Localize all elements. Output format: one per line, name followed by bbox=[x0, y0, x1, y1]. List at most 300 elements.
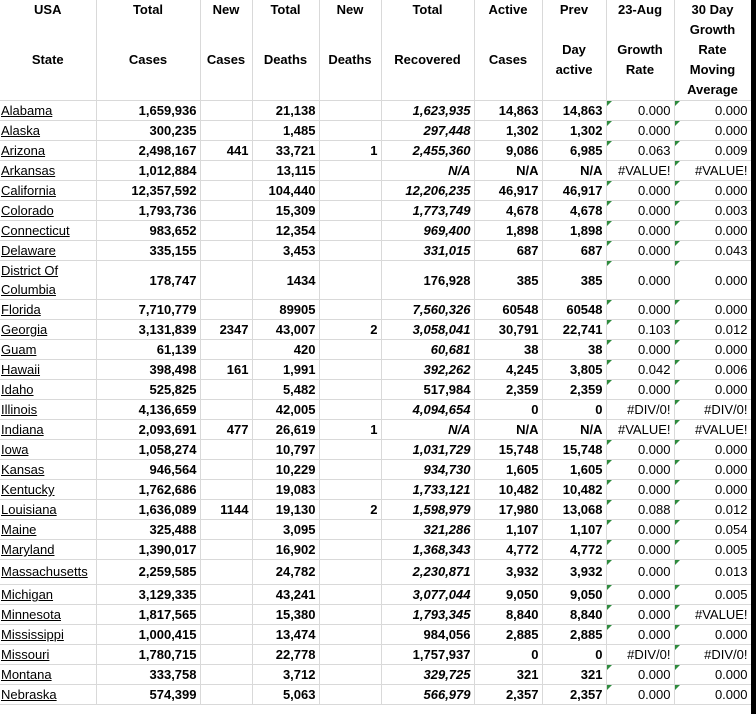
data-cell[interactable]: 1434 bbox=[252, 261, 319, 300]
data-cell[interactable]: 1,733,121 bbox=[381, 480, 474, 500]
state-link[interactable]: Arkansas bbox=[1, 163, 56, 178]
state-link-cell[interactable] bbox=[0, 360, 96, 380]
data-cell[interactable] bbox=[319, 645, 381, 665]
data-cell[interactable]: 60,681 bbox=[381, 340, 474, 360]
data-cell[interactable]: 10,229 bbox=[252, 460, 319, 480]
header-cell[interactable]: Total bbox=[381, 0, 474, 20]
data-cell[interactable] bbox=[200, 221, 252, 241]
data-cell[interactable]: 1 bbox=[319, 141, 381, 161]
data-cell[interactable]: 16,902 bbox=[252, 540, 319, 560]
data-cell[interactable] bbox=[200, 380, 252, 400]
data-cell[interactable]: 10,797 bbox=[252, 440, 319, 460]
data-cell[interactable]: 969,400 bbox=[381, 221, 474, 241]
data-cell[interactable] bbox=[200, 121, 252, 141]
data-cell[interactable]: 0.000 bbox=[606, 340, 674, 360]
state-link[interactable]: Connecticut bbox=[1, 223, 70, 238]
data-cell[interactable]: 60548 bbox=[474, 300, 542, 320]
data-cell[interactable]: 2,357 bbox=[542, 685, 606, 705]
data-cell[interactable]: 2,359 bbox=[542, 380, 606, 400]
data-cell[interactable]: 0.000 bbox=[606, 665, 674, 685]
data-cell[interactable]: 42,005 bbox=[252, 400, 319, 420]
data-cell[interactable]: 4,772 bbox=[474, 540, 542, 560]
data-cell[interactable]: 0.000 bbox=[606, 625, 674, 645]
data-cell[interactable]: 14,863 bbox=[474, 101, 542, 121]
data-cell[interactable]: 3,805 bbox=[542, 360, 606, 380]
header-cell[interactable]: 23-Aug bbox=[606, 0, 674, 20]
data-cell[interactable]: 1,107 bbox=[542, 520, 606, 540]
header-cell[interactable]: Day active bbox=[542, 20, 606, 101]
data-cell[interactable] bbox=[319, 400, 381, 420]
state-link[interactable]: Louisiana bbox=[1, 502, 57, 517]
data-cell[interactable]: 0.000 bbox=[606, 460, 674, 480]
state-link-cell[interactable] bbox=[0, 181, 96, 201]
data-cell[interactable]: 19,083 bbox=[252, 480, 319, 500]
data-cell[interactable]: 3,058,041 bbox=[381, 320, 474, 340]
data-cell[interactable]: 0.000 bbox=[606, 101, 674, 121]
data-cell[interactable]: 0.000 bbox=[674, 685, 751, 705]
data-cell[interactable]: 7,710,779 bbox=[96, 300, 200, 320]
data-cell[interactable] bbox=[319, 161, 381, 181]
data-cell[interactable] bbox=[319, 181, 381, 201]
data-cell[interactable]: 321 bbox=[542, 665, 606, 685]
data-cell[interactable]: 0.000 bbox=[606, 685, 674, 705]
data-cell[interactable]: 1,368,343 bbox=[381, 540, 474, 560]
data-cell[interactable]: 0.063 bbox=[606, 141, 674, 161]
data-cell[interactable]: 441 bbox=[200, 141, 252, 161]
state-link-cell[interactable] bbox=[0, 300, 96, 320]
data-cell[interactable]: 0.005 bbox=[674, 540, 751, 560]
data-cell[interactable]: 3,712 bbox=[252, 665, 319, 685]
data-cell[interactable]: 1144 bbox=[200, 500, 252, 520]
data-cell[interactable] bbox=[200, 161, 252, 181]
state-link[interactable]: Nebraska bbox=[1, 687, 57, 702]
data-cell[interactable] bbox=[319, 560, 381, 585]
data-cell[interactable]: 420 bbox=[252, 340, 319, 360]
data-cell[interactable]: 1,659,936 bbox=[96, 101, 200, 121]
data-cell[interactable]: 0.000 bbox=[606, 221, 674, 241]
state-link-cell[interactable] bbox=[0, 101, 96, 121]
data-cell[interactable]: 2,259,585 bbox=[96, 560, 200, 585]
data-cell[interactable]: 8,840 bbox=[474, 605, 542, 625]
data-cell[interactable]: 0.054 bbox=[674, 520, 751, 540]
state-link[interactable]: Iowa bbox=[1, 442, 29, 457]
data-cell[interactable]: 60548 bbox=[542, 300, 606, 320]
data-cell[interactable]: 1,485 bbox=[252, 121, 319, 141]
state-link-cell[interactable] bbox=[0, 605, 96, 625]
data-cell[interactable]: 333,758 bbox=[96, 665, 200, 685]
data-cell[interactable]: 0.000 bbox=[674, 380, 751, 400]
data-cell[interactable]: 1,898 bbox=[474, 221, 542, 241]
state-link[interactable]: Idaho bbox=[1, 382, 34, 397]
data-cell[interactable] bbox=[319, 440, 381, 460]
state-link-cell[interactable] bbox=[0, 340, 96, 360]
data-cell[interactable]: 325,488 bbox=[96, 520, 200, 540]
data-cell[interactable]: 3,932 bbox=[542, 560, 606, 585]
data-cell[interactable]: 17,980 bbox=[474, 500, 542, 520]
data-cell[interactable] bbox=[200, 605, 252, 625]
data-cell[interactable]: 0.000 bbox=[606, 181, 674, 201]
data-cell[interactable]: 1 bbox=[319, 420, 381, 440]
state-link[interactable]: Kentucky bbox=[1, 482, 55, 497]
data-cell[interactable]: 0.000 bbox=[606, 520, 674, 540]
data-cell[interactable]: 2347 bbox=[200, 320, 252, 340]
data-cell[interactable]: N/A bbox=[542, 420, 606, 440]
data-cell[interactable]: 1,302 bbox=[542, 121, 606, 141]
data-cell[interactable]: 1,793,736 bbox=[96, 201, 200, 221]
header-cell[interactable]: Prev bbox=[542, 0, 606, 20]
state-link[interactable]: Florida bbox=[1, 302, 41, 317]
data-cell[interactable]: 0 bbox=[542, 645, 606, 665]
state-link-cell[interactable] bbox=[0, 261, 96, 300]
data-cell[interactable]: 1,793,345 bbox=[381, 605, 474, 625]
data-cell[interactable]: 12,357,592 bbox=[96, 181, 200, 201]
header-cell[interactable]: New bbox=[200, 0, 252, 20]
data-cell[interactable]: 15,748 bbox=[474, 440, 542, 460]
data-cell[interactable] bbox=[200, 645, 252, 665]
data-cell[interactable]: 392,262 bbox=[381, 360, 474, 380]
data-cell[interactable] bbox=[319, 261, 381, 300]
state-link-cell[interactable] bbox=[0, 380, 96, 400]
state-link[interactable]: Montana bbox=[1, 667, 52, 682]
data-cell[interactable]: 1,058,274 bbox=[96, 440, 200, 460]
data-cell[interactable]: 0.000 bbox=[606, 605, 674, 625]
data-cell[interactable]: 566,979 bbox=[381, 685, 474, 705]
data-cell[interactable]: 1,302 bbox=[474, 121, 542, 141]
data-cell[interactable]: 14,863 bbox=[542, 101, 606, 121]
data-cell[interactable] bbox=[200, 300, 252, 320]
data-cell[interactable]: 0.103 bbox=[606, 320, 674, 340]
state-link[interactable]: Massachusetts bbox=[1, 564, 88, 579]
state-link-cell[interactable] bbox=[0, 460, 96, 480]
data-cell[interactable]: 0.006 bbox=[674, 360, 751, 380]
data-cell[interactable]: 33,721 bbox=[252, 141, 319, 161]
data-cell[interactable]: 0.000 bbox=[606, 300, 674, 320]
data-cell[interactable]: 0.000 bbox=[674, 221, 751, 241]
header-cell[interactable]: Cases bbox=[474, 20, 542, 101]
data-cell[interactable]: 0.003 bbox=[674, 201, 751, 221]
data-cell[interactable] bbox=[200, 520, 252, 540]
state-link[interactable]: District Of Columbia bbox=[1, 263, 59, 297]
data-cell[interactable]: 0.000 bbox=[606, 261, 674, 300]
state-link[interactable]: Colorado bbox=[1, 203, 54, 218]
data-cell[interactable]: 1,898 bbox=[542, 221, 606, 241]
data-cell[interactable]: 0.005 bbox=[674, 585, 751, 605]
data-cell[interactable]: #DIV/0! bbox=[606, 400, 674, 420]
data-cell[interactable] bbox=[319, 625, 381, 645]
data-cell[interactable]: 477 bbox=[200, 420, 252, 440]
data-cell[interactable]: #VALUE! bbox=[674, 161, 751, 181]
data-cell[interactable] bbox=[200, 201, 252, 221]
data-cell[interactable]: 0.009 bbox=[674, 141, 751, 161]
data-cell[interactable]: 1,598,979 bbox=[381, 500, 474, 520]
data-cell[interactable] bbox=[319, 340, 381, 360]
data-cell[interactable]: 329,725 bbox=[381, 665, 474, 685]
state-link-cell[interactable] bbox=[0, 241, 96, 261]
data-cell[interactable] bbox=[319, 540, 381, 560]
data-cell[interactable]: 43,241 bbox=[252, 585, 319, 605]
data-cell[interactable]: 1,107 bbox=[474, 520, 542, 540]
header-cell[interactable]: Recovered bbox=[381, 20, 474, 101]
data-cell[interactable]: N/A bbox=[381, 161, 474, 181]
state-link-cell[interactable] bbox=[0, 665, 96, 685]
data-cell[interactable]: 2,885 bbox=[542, 625, 606, 645]
data-cell[interactable]: 0.000 bbox=[674, 261, 751, 300]
data-cell[interactable]: 525,825 bbox=[96, 380, 200, 400]
data-cell[interactable]: 297,448 bbox=[381, 121, 474, 141]
data-cell[interactable]: 3,453 bbox=[252, 241, 319, 261]
header-cell[interactable]: 30 Day bbox=[674, 0, 751, 20]
state-link-cell[interactable] bbox=[0, 221, 96, 241]
data-cell[interactable]: 9,086 bbox=[474, 141, 542, 161]
data-cell[interactable]: 1,991 bbox=[252, 360, 319, 380]
data-cell[interactable]: #VALUE! bbox=[674, 420, 751, 440]
data-cell[interactable]: 1,636,089 bbox=[96, 500, 200, 520]
header-cell[interactable]: Total bbox=[252, 0, 319, 20]
data-cell[interactable]: 4,678 bbox=[542, 201, 606, 221]
state-link-cell[interactable] bbox=[0, 320, 96, 340]
data-cell[interactable]: 0.000 bbox=[674, 181, 751, 201]
data-cell[interactable] bbox=[200, 340, 252, 360]
data-cell[interactable] bbox=[319, 201, 381, 221]
data-cell[interactable]: 3,129,335 bbox=[96, 585, 200, 605]
data-cell[interactable]: #DIV/0! bbox=[606, 645, 674, 665]
data-cell[interactable]: 4,678 bbox=[474, 201, 542, 221]
data-cell[interactable]: 2 bbox=[319, 320, 381, 340]
data-cell[interactable]: 178,747 bbox=[96, 261, 200, 300]
data-cell[interactable]: 0.042 bbox=[606, 360, 674, 380]
data-cell[interactable]: 0.000 bbox=[674, 300, 751, 320]
data-cell[interactable]: 15,748 bbox=[542, 440, 606, 460]
data-cell[interactable]: 104,440 bbox=[252, 181, 319, 201]
data-cell[interactable] bbox=[200, 261, 252, 300]
data-cell[interactable]: 687 bbox=[474, 241, 542, 261]
data-cell[interactable] bbox=[319, 605, 381, 625]
data-cell[interactable] bbox=[200, 585, 252, 605]
state-link[interactable]: Illinois bbox=[1, 402, 38, 417]
state-link[interactable]: Missouri bbox=[1, 647, 50, 662]
data-cell[interactable]: 0.000 bbox=[674, 340, 751, 360]
state-link-cell[interactable] bbox=[0, 480, 96, 500]
state-link[interactable]: Indiana bbox=[1, 422, 44, 437]
data-cell[interactable]: 1,000,415 bbox=[96, 625, 200, 645]
data-cell[interactable]: 0.000 bbox=[674, 101, 751, 121]
data-cell[interactable]: 946,564 bbox=[96, 460, 200, 480]
data-cell[interactable]: 1,757,937 bbox=[381, 645, 474, 665]
data-cell[interactable]: 2,498,167 bbox=[96, 141, 200, 161]
data-cell[interactable]: 2,885 bbox=[474, 625, 542, 645]
data-cell[interactable]: 1,773,749 bbox=[381, 201, 474, 221]
data-cell[interactable]: 0.088 bbox=[606, 500, 674, 520]
state-link-cell[interactable] bbox=[0, 201, 96, 221]
state-link[interactable]: Georgia bbox=[1, 322, 48, 337]
data-cell[interactable]: N/A bbox=[474, 161, 542, 181]
data-cell[interactable] bbox=[319, 380, 381, 400]
data-cell[interactable]: 10,482 bbox=[474, 480, 542, 500]
data-cell[interactable]: #DIV/0! bbox=[674, 645, 751, 665]
data-cell[interactable] bbox=[319, 520, 381, 540]
data-cell[interactable]: 21,138 bbox=[252, 101, 319, 121]
data-cell[interactable]: 5,482 bbox=[252, 380, 319, 400]
data-cell[interactable]: 517,984 bbox=[381, 380, 474, 400]
data-cell[interactable]: 4,245 bbox=[474, 360, 542, 380]
data-cell[interactable] bbox=[200, 101, 252, 121]
data-cell[interactable]: 1,605 bbox=[474, 460, 542, 480]
state-link[interactable]: Arizona bbox=[1, 143, 46, 158]
data-cell[interactable]: 13,115 bbox=[252, 161, 319, 181]
data-cell[interactable] bbox=[200, 480, 252, 500]
data-cell[interactable] bbox=[319, 300, 381, 320]
data-cell[interactable]: 0.012 bbox=[674, 500, 751, 520]
state-link-cell[interactable] bbox=[0, 540, 96, 560]
data-cell[interactable]: 0.000 bbox=[606, 121, 674, 141]
data-cell[interactable]: 13,068 bbox=[542, 500, 606, 520]
data-cell[interactable]: 43,007 bbox=[252, 320, 319, 340]
data-cell[interactable]: 0.000 bbox=[606, 380, 674, 400]
header-cell[interactable]: Total bbox=[96, 0, 200, 20]
data-cell[interactable]: 4,136,659 bbox=[96, 400, 200, 420]
data-cell[interactable]: 984,056 bbox=[381, 625, 474, 645]
state-link-cell[interactable] bbox=[0, 645, 96, 665]
state-link[interactable]: Alabama bbox=[1, 103, 53, 118]
data-cell[interactable]: 3,932 bbox=[474, 560, 542, 585]
state-link[interactable]: California bbox=[1, 183, 56, 198]
state-link[interactable]: Guam bbox=[1, 342, 37, 357]
data-cell[interactable]: 385 bbox=[474, 261, 542, 300]
data-cell[interactable] bbox=[319, 665, 381, 685]
data-cell[interactable]: 0.000 bbox=[606, 241, 674, 261]
state-link[interactable]: Michigan bbox=[1, 587, 54, 602]
header-cell[interactable]: Growth Rate Moving Average bbox=[674, 20, 751, 101]
data-cell[interactable]: 0.000 bbox=[674, 460, 751, 480]
state-link[interactable]: Maine bbox=[1, 522, 37, 537]
state-link-cell[interactable] bbox=[0, 585, 96, 605]
data-cell[interactable]: N/A bbox=[381, 420, 474, 440]
data-cell[interactable] bbox=[319, 685, 381, 705]
data-cell[interactable]: #VALUE! bbox=[606, 161, 674, 181]
data-cell[interactable]: 3,131,839 bbox=[96, 320, 200, 340]
data-cell[interactable] bbox=[200, 241, 252, 261]
data-cell[interactable] bbox=[200, 560, 252, 585]
data-cell[interactable]: 2,230,871 bbox=[381, 560, 474, 585]
data-cell[interactable]: 0.000 bbox=[674, 121, 751, 141]
data-cell[interactable]: 22,741 bbox=[542, 320, 606, 340]
data-cell[interactable]: 0.000 bbox=[606, 201, 674, 221]
data-cell[interactable] bbox=[200, 685, 252, 705]
data-cell[interactable]: 331,015 bbox=[381, 241, 474, 261]
data-cell[interactable]: 2,357 bbox=[474, 685, 542, 705]
header-cell[interactable]: Growth Rate bbox=[606, 20, 674, 101]
data-cell[interactable]: #DIV/0! bbox=[674, 400, 751, 420]
data-cell[interactable]: 61,139 bbox=[96, 340, 200, 360]
data-cell[interactable]: 0.013 bbox=[674, 560, 751, 585]
data-cell[interactable]: 0.000 bbox=[606, 585, 674, 605]
data-cell[interactable]: 4,772 bbox=[542, 540, 606, 560]
data-cell[interactable] bbox=[319, 101, 381, 121]
data-cell[interactable]: 0.000 bbox=[674, 625, 751, 645]
data-cell[interactable] bbox=[319, 241, 381, 261]
data-cell[interactable] bbox=[200, 625, 252, 645]
data-cell[interactable] bbox=[319, 460, 381, 480]
state-link[interactable]: Hawaii bbox=[1, 362, 41, 377]
state-link[interactable]: Mississippi bbox=[1, 627, 64, 642]
data-cell[interactable]: 3,095 bbox=[252, 520, 319, 540]
data-cell[interactable]: 46,917 bbox=[542, 181, 606, 201]
data-cell[interactable] bbox=[200, 665, 252, 685]
header-cell[interactable]: Deaths bbox=[319, 20, 381, 101]
data-cell[interactable]: 2,359 bbox=[474, 380, 542, 400]
state-link-cell[interactable] bbox=[0, 520, 96, 540]
data-cell[interactable]: 46,917 bbox=[474, 181, 542, 201]
state-link[interactable]: Minnesota bbox=[1, 607, 61, 622]
data-cell[interactable]: 2,093,691 bbox=[96, 420, 200, 440]
state-link-cell[interactable] bbox=[0, 121, 96, 141]
data-cell[interactable]: 12,354 bbox=[252, 221, 319, 241]
data-cell[interactable]: 983,652 bbox=[96, 221, 200, 241]
data-cell[interactable]: 3,077,044 bbox=[381, 585, 474, 605]
data-cell[interactable]: 1,780,715 bbox=[96, 645, 200, 665]
data-cell[interactable]: 1,623,935 bbox=[381, 101, 474, 121]
data-cell[interactable]: 15,380 bbox=[252, 605, 319, 625]
data-cell[interactable]: 300,235 bbox=[96, 121, 200, 141]
state-link[interactable]: Delaware bbox=[1, 243, 56, 258]
data-cell[interactable]: 10,482 bbox=[542, 480, 606, 500]
data-cell[interactable]: 24,782 bbox=[252, 560, 319, 585]
header-cell[interactable]: USA bbox=[0, 0, 96, 20]
state-link-cell[interactable] bbox=[0, 141, 96, 161]
data-cell[interactable]: 38 bbox=[542, 340, 606, 360]
data-cell[interactable]: 2,455,360 bbox=[381, 141, 474, 161]
data-cell[interactable]: 0.000 bbox=[674, 440, 751, 460]
data-cell[interactable]: 934,730 bbox=[381, 460, 474, 480]
data-cell[interactable]: 13,474 bbox=[252, 625, 319, 645]
data-cell[interactable]: 26,619 bbox=[252, 420, 319, 440]
data-cell[interactable] bbox=[200, 540, 252, 560]
state-link[interactable]: Alaska bbox=[1, 123, 41, 138]
data-cell[interactable]: 687 bbox=[542, 241, 606, 261]
data-cell[interactable]: 0.000 bbox=[674, 480, 751, 500]
state-link-cell[interactable] bbox=[0, 400, 96, 420]
data-cell[interactable]: N/A bbox=[542, 161, 606, 181]
data-cell[interactable]: 7,560,326 bbox=[381, 300, 474, 320]
data-cell[interactable] bbox=[200, 440, 252, 460]
data-cell[interactable]: 321,286 bbox=[381, 520, 474, 540]
data-cell[interactable]: 1,762,686 bbox=[96, 480, 200, 500]
data-cell[interactable]: 19,130 bbox=[252, 500, 319, 520]
data-cell[interactable] bbox=[319, 480, 381, 500]
state-link-cell[interactable] bbox=[0, 440, 96, 460]
data-cell[interactable] bbox=[319, 121, 381, 141]
data-cell[interactable]: 335,155 bbox=[96, 241, 200, 261]
state-link-cell[interactable] bbox=[0, 625, 96, 645]
data-cell[interactable]: 1,817,565 bbox=[96, 605, 200, 625]
data-cell[interactable]: 15,309 bbox=[252, 201, 319, 221]
state-link-cell[interactable] bbox=[0, 560, 96, 585]
data-cell[interactable]: 1,012,884 bbox=[96, 161, 200, 181]
data-cell[interactable]: 0.000 bbox=[606, 560, 674, 585]
state-link-cell[interactable] bbox=[0, 500, 96, 520]
data-cell[interactable]: 0.012 bbox=[674, 320, 751, 340]
data-cell[interactable] bbox=[319, 221, 381, 241]
data-cell[interactable] bbox=[319, 360, 381, 380]
data-cell[interactable] bbox=[319, 585, 381, 605]
data-cell[interactable]: 0 bbox=[542, 400, 606, 420]
header-cell[interactable]: Active bbox=[474, 0, 542, 20]
data-cell[interactable]: 176,928 bbox=[381, 261, 474, 300]
data-cell[interactable]: 12,206,235 bbox=[381, 181, 474, 201]
data-cell[interactable]: 398,498 bbox=[96, 360, 200, 380]
data-cell[interactable]: 89905 bbox=[252, 300, 319, 320]
data-cell[interactable]: N/A bbox=[474, 420, 542, 440]
